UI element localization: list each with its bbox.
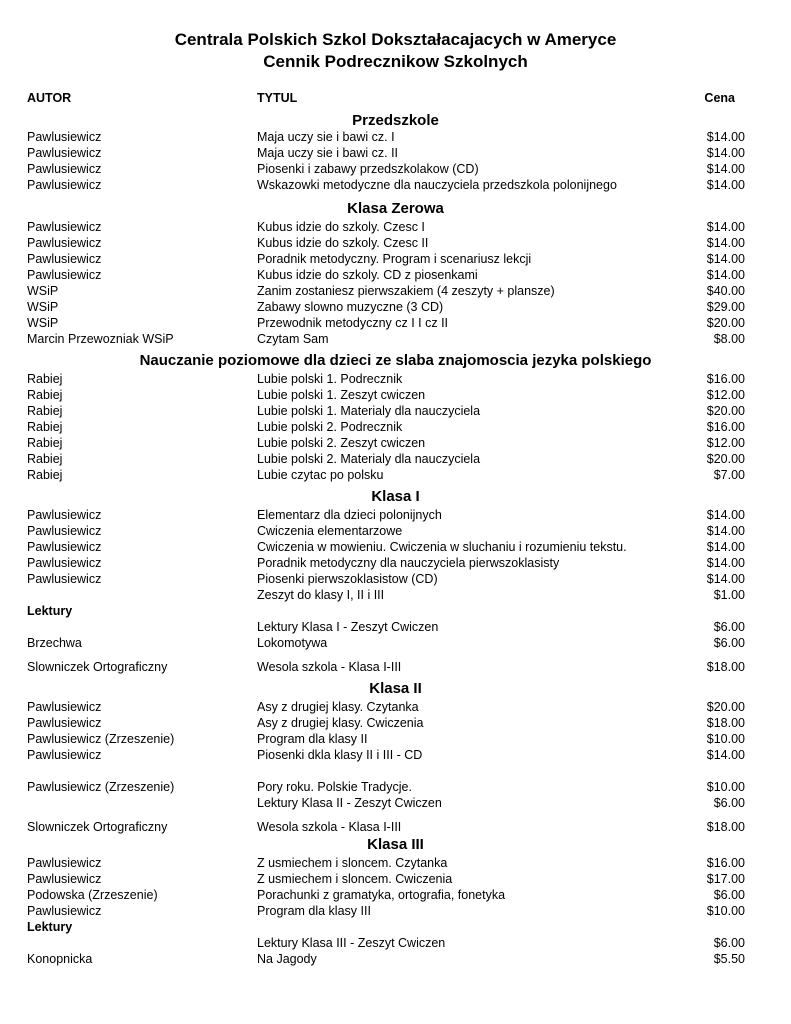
title-cell: Lektury Klasa III - Zeszyt Cwiczen	[257, 936, 446, 950]
title-cell: Cwiczenia elementarzowe	[257, 524, 403, 538]
table-row	[0, 283, 791, 299]
price-cell: $29.00	[706, 300, 745, 314]
table-row	[0, 451, 791, 467]
price-cell: $17.00	[706, 872, 745, 886]
table-row	[0, 539, 791, 555]
table-row	[0, 371, 791, 387]
title-cell: Kubus idzie do szkoly. CD z piosenkami	[257, 268, 478, 282]
title-cell: Wskazowki metodyczne dla nauczyciela przedszkola polonijnego	[257, 178, 617, 192]
table-row	[0, 267, 791, 283]
title-column-header: TYTUL	[257, 91, 298, 105]
table-row	[0, 419, 791, 435]
price-cell: $10.00	[706, 904, 745, 918]
title-cell: Program dla klasy III	[257, 904, 371, 918]
title-cell: Piosenki dkla klasy II i III - CD	[257, 748, 423, 762]
author-cell: Pawlusiewicz	[27, 130, 102, 144]
price-cell: $6.00	[713, 620, 745, 634]
title-cell: Z usmiechem i sloncem. Czytanka	[257, 856, 448, 870]
price-cell: $6.00	[713, 796, 745, 810]
price-cell: $6.00	[713, 936, 745, 950]
price-cell: $14.00	[706, 162, 745, 176]
table-row	[0, 819, 791, 835]
price-cell: $20.00	[706, 316, 745, 330]
table-row	[0, 177, 791, 193]
title-cell: Porachunki z gramatyka, ortografia, fonetyka	[257, 888, 506, 902]
price-cell: $14.00	[706, 220, 745, 234]
price-cell: $18.00	[706, 716, 745, 730]
price-cell: $14.00	[706, 572, 745, 586]
author-cell: WSiP	[27, 284, 59, 298]
price-cell: $14.00	[706, 556, 745, 570]
price-cell: $5.50	[713, 952, 745, 966]
table-row	[0, 219, 791, 235]
table-row	[0, 571, 791, 587]
table-row	[0, 387, 791, 403]
table-row	[0, 747, 791, 763]
title-cell: Lubie czytac po polsku	[257, 468, 384, 482]
author-cell: WSiP	[27, 300, 59, 314]
table-row	[0, 145, 791, 161]
table-row	[0, 731, 791, 747]
author-cell: Pawlusiewicz	[27, 236, 102, 250]
author-cell: Pawlusiewicz	[27, 572, 102, 586]
title-cell: Z usmiechem i sloncem. Cwiczenia	[257, 872, 453, 886]
title-cell: Lektury Klasa I - Zeszyt Cwiczen	[257, 620, 439, 634]
price-cell: $7.00	[713, 468, 745, 482]
title-cell: Lubie polski 1. Podrecznik	[257, 372, 403, 386]
title-cell: Zeszyt do klasy I, II i III	[257, 588, 385, 602]
title-cell: Zabawy slowno muzyczne (3 CD)	[257, 300, 444, 314]
price-column-header: Cena	[704, 91, 735, 105]
table-row	[0, 435, 791, 451]
document-title: Centrala Polskich Szkol Dokształacajacych w Ameryce	[174, 30, 617, 49]
author-cell: Pawlusiewicz	[27, 872, 102, 886]
price-cell: $16.00	[706, 856, 745, 870]
title-cell: Wesola szkola - Klasa I-III	[257, 820, 402, 834]
author-cell: Konopnicka	[27, 952, 93, 966]
price-cell: $14.00	[706, 268, 745, 282]
title-cell: Maja uczy sie i bawi cz. I	[257, 130, 395, 144]
table-row	[0, 299, 791, 315]
section-heading: Nauczanie poziomowe dla dzieci ze slaba znajomoscia jezyka polskiego	[139, 352, 652, 369]
title-cell: Czytam Sam	[257, 332, 329, 346]
title-cell: Maja uczy sie i bawi cz. II	[257, 146, 399, 160]
table-row	[0, 507, 791, 523]
subsection-label: Lektury	[27, 920, 73, 934]
author-cell: Pawlusiewicz	[27, 540, 102, 554]
title-cell: Poradnik metodyczny. Program i scenariusz lekcji	[257, 252, 532, 266]
section-heading: Klasa Zerowa	[347, 200, 444, 217]
title-cell: Lubie polski 2. Podrecznik	[257, 420, 403, 434]
price-cell: $20.00	[706, 700, 745, 714]
table-row	[0, 467, 791, 483]
author-cell: Pawlusiewicz	[27, 904, 102, 918]
price-cell: $16.00	[706, 372, 745, 386]
table-row	[0, 699, 791, 715]
author-cell: Marcin Przewozniak WSiP	[27, 332, 174, 346]
author-cell: Pawlusiewicz	[27, 748, 102, 762]
price-cell: $20.00	[706, 404, 745, 418]
price-cell: $14.00	[706, 508, 745, 522]
title-cell: Lektury Klasa II - Zeszyt Cwiczen	[257, 796, 442, 810]
table-row	[0, 659, 791, 675]
title-cell: Lubie polski 1. Zeszyt cwiczen	[257, 388, 426, 402]
table-row	[0, 619, 791, 635]
title-cell: Pory roku. Polskie Tradycje.	[257, 780, 412, 794]
author-cell: Pawlusiewicz	[27, 268, 102, 282]
table-row	[0, 587, 791, 603]
title-cell: Kubus idzie do szkoly. Czesc I	[257, 220, 425, 234]
price-cell: $14.00	[706, 252, 745, 266]
author-cell: Pawlusiewicz	[27, 556, 102, 570]
author-cell: Pawlusiewicz	[27, 508, 102, 522]
author-cell: Pawlusiewicz	[27, 252, 102, 266]
title-cell: Piosenki pierwszoklasistow (CD)	[257, 572, 438, 586]
title-cell: Asy z drugiej klasy. Czytanka	[257, 700, 419, 714]
title-cell: Zanim zostaniesz pierwszakiem (4 zeszyty + plansze)	[257, 284, 555, 298]
section-heading: Przedszkole	[352, 112, 439, 129]
table-row	[0, 331, 791, 347]
table-row	[0, 635, 791, 651]
title-cell: Program dla klasy II	[257, 732, 368, 746]
title-cell: Wesola szkola - Klasa I-III	[257, 660, 402, 674]
price-cell: $20.00	[706, 452, 745, 466]
table-row	[0, 523, 791, 539]
author-cell: Rabiej	[27, 372, 63, 386]
title-cell: Lokomotywa	[257, 636, 328, 650]
table-row	[0, 779, 791, 795]
author-cell: Pawlusiewicz	[27, 162, 102, 176]
table-row	[0, 235, 791, 251]
author-cell: Brzechwa	[27, 636, 82, 650]
title-cell: Lubie polski 2. Zeszyt cwiczen	[257, 436, 426, 450]
author-cell: Pawlusiewicz	[27, 856, 102, 870]
price-cell: $40.00	[706, 284, 745, 298]
title-cell: Kubus idzie do szkoly. Czesc II	[257, 236, 429, 250]
price-cell: $12.00	[706, 436, 745, 450]
title-cell: Cwiczenia w mowieniu. Cwiczenia w sluchaniu i rozumieniu tekstu.	[257, 540, 627, 554]
author-cell: Podowska (Zrzeszenie)	[27, 888, 158, 902]
table-row	[0, 795, 791, 811]
section-heading: Klasa III	[367, 836, 424, 853]
title-cell: Lubie polski 2. Materialy dla nauczyciela	[257, 452, 481, 466]
price-cell: $14.00	[706, 178, 745, 192]
table-row	[0, 887, 791, 903]
author-cell: Rabiej	[27, 404, 63, 418]
price-cell: $14.00	[706, 524, 745, 538]
price-cell: $6.00	[713, 636, 745, 650]
price-cell: $16.00	[706, 420, 745, 434]
price-cell: $10.00	[706, 780, 745, 794]
title-cell: Asy z drugiej klasy. Cwiczenia	[257, 716, 424, 730]
title-cell: Na Jagody	[257, 952, 317, 966]
section-heading: Klasa I	[371, 488, 420, 505]
table-row	[0, 555, 791, 571]
author-cell: Pawlusiewicz	[27, 524, 102, 538]
table-row	[0, 251, 791, 267]
author-cell: Pawlusiewicz	[27, 178, 102, 192]
author-cell: Pawlusiewicz	[27, 146, 102, 160]
price-cell: $6.00	[713, 888, 745, 902]
section-heading: Klasa II	[369, 680, 422, 697]
table-row	[0, 715, 791, 731]
price-cell: $14.00	[706, 748, 745, 762]
author-cell: Slowniczek Ortograficzny	[27, 820, 168, 834]
table-row	[0, 161, 791, 177]
author-column-header: AUTOR	[27, 91, 72, 105]
price-cell: $18.00	[706, 660, 745, 674]
author-cell: Pawlusiewicz (Zrzeszenie)	[27, 732, 175, 746]
title-cell: Piosenki i zabawy przedszkolakow (CD)	[257, 162, 479, 176]
author-cell: Rabiej	[27, 420, 63, 434]
table-row	[0, 129, 791, 145]
subsection-label: Lektury	[27, 604, 73, 618]
table-row	[0, 903, 791, 919]
title-cell: Lubie polski 1. Materialy dla nauczyciela	[257, 404, 481, 418]
author-cell: Pawlusiewicz	[27, 700, 102, 714]
author-cell: Pawlusiewicz	[27, 716, 102, 730]
price-cell: $8.00	[713, 332, 745, 346]
table-row	[0, 855, 791, 871]
author-cell: Rabiej	[27, 436, 63, 450]
author-cell: WSiP	[27, 316, 59, 330]
table-row	[0, 871, 791, 887]
author-cell: Slowniczek Ortograficzny	[27, 660, 168, 674]
price-cell: $18.00	[706, 820, 745, 834]
author-cell: Rabiej	[27, 468, 63, 482]
author-cell: Rabiej	[27, 388, 63, 402]
table-row	[0, 951, 791, 967]
author-cell: Rabiej	[27, 452, 63, 466]
title-cell: Poradnik metodyczny dla nauczyciela pierwszoklasisty	[257, 556, 560, 570]
price-cell: $14.00	[706, 236, 745, 250]
price-cell: $14.00	[706, 540, 745, 554]
table-row	[0, 403, 791, 419]
table-row	[0, 935, 791, 951]
title-cell: Przewodnik metodyczny cz I I cz II	[257, 316, 449, 330]
price-cell: $1.00	[713, 588, 745, 602]
price-cell: $14.00	[706, 146, 745, 160]
title-cell: Elementarz dla dzieci polonijnych	[257, 508, 442, 522]
price-cell: $14.00	[706, 130, 745, 144]
table-row	[0, 315, 791, 331]
price-cell: $12.00	[706, 388, 745, 402]
author-cell: Pawlusiewicz (Zrzeszenie)	[27, 780, 175, 794]
column-header-row	[0, 90, 791, 106]
price-cell: $10.00	[706, 732, 745, 746]
document-subtitle: Cennik Podrecznikow Szkolnych	[263, 52, 528, 71]
author-cell: Pawlusiewicz	[27, 220, 102, 234]
